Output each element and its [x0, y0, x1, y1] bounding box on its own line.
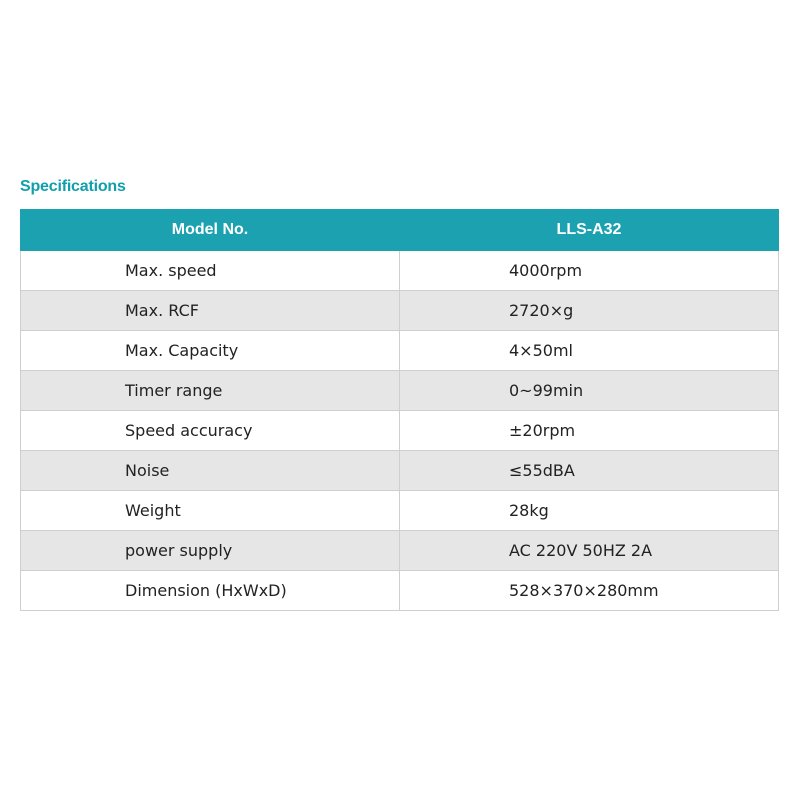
- table-row: [21, 411, 779, 451]
- table-row: [21, 451, 779, 491]
- spec-label: Timer range: [21, 371, 400, 411]
- spec-value: 28kg: [400, 491, 779, 531]
- spec-label: Max. speed: [21, 251, 400, 291]
- spec-value: 4000rpm: [400, 251, 779, 291]
- table-row: [21, 371, 779, 411]
- table-row: [21, 251, 779, 291]
- header-model-no: Model No.: [21, 210, 400, 251]
- spec-value: 528×370×280mm: [400, 571, 779, 611]
- spec-label: Dimension (HxWxD): [21, 571, 400, 611]
- spec-value: 4×50ml: [400, 331, 779, 371]
- spec-value: ±20rpm: [400, 411, 779, 451]
- spec-value: ≤55dBA: [400, 451, 779, 491]
- spec-label: Weight: [21, 491, 400, 531]
- spec-value: AC 220V 50HZ 2A: [400, 531, 779, 571]
- section-title: Specifications: [20, 178, 126, 195]
- table-row: [21, 571, 779, 611]
- spec-label: Max. Capacity: [21, 331, 400, 371]
- header-model-value: LLS-A32: [400, 210, 779, 251]
- table-row: [21, 531, 779, 571]
- spec-label: Noise: [21, 451, 400, 491]
- spec-value: 0~99min: [400, 371, 779, 411]
- table-header-row: [21, 210, 779, 251]
- table-row: [21, 491, 779, 531]
- spec-label: Speed accuracy: [21, 411, 400, 451]
- spec-label: Max. RCF: [21, 291, 400, 331]
- table-row: [21, 291, 779, 331]
- table-row: [21, 331, 779, 371]
- spec-value: 2720×g: [400, 291, 779, 331]
- spec-label: power supply: [21, 531, 400, 571]
- specifications-table: [20, 209, 779, 611]
